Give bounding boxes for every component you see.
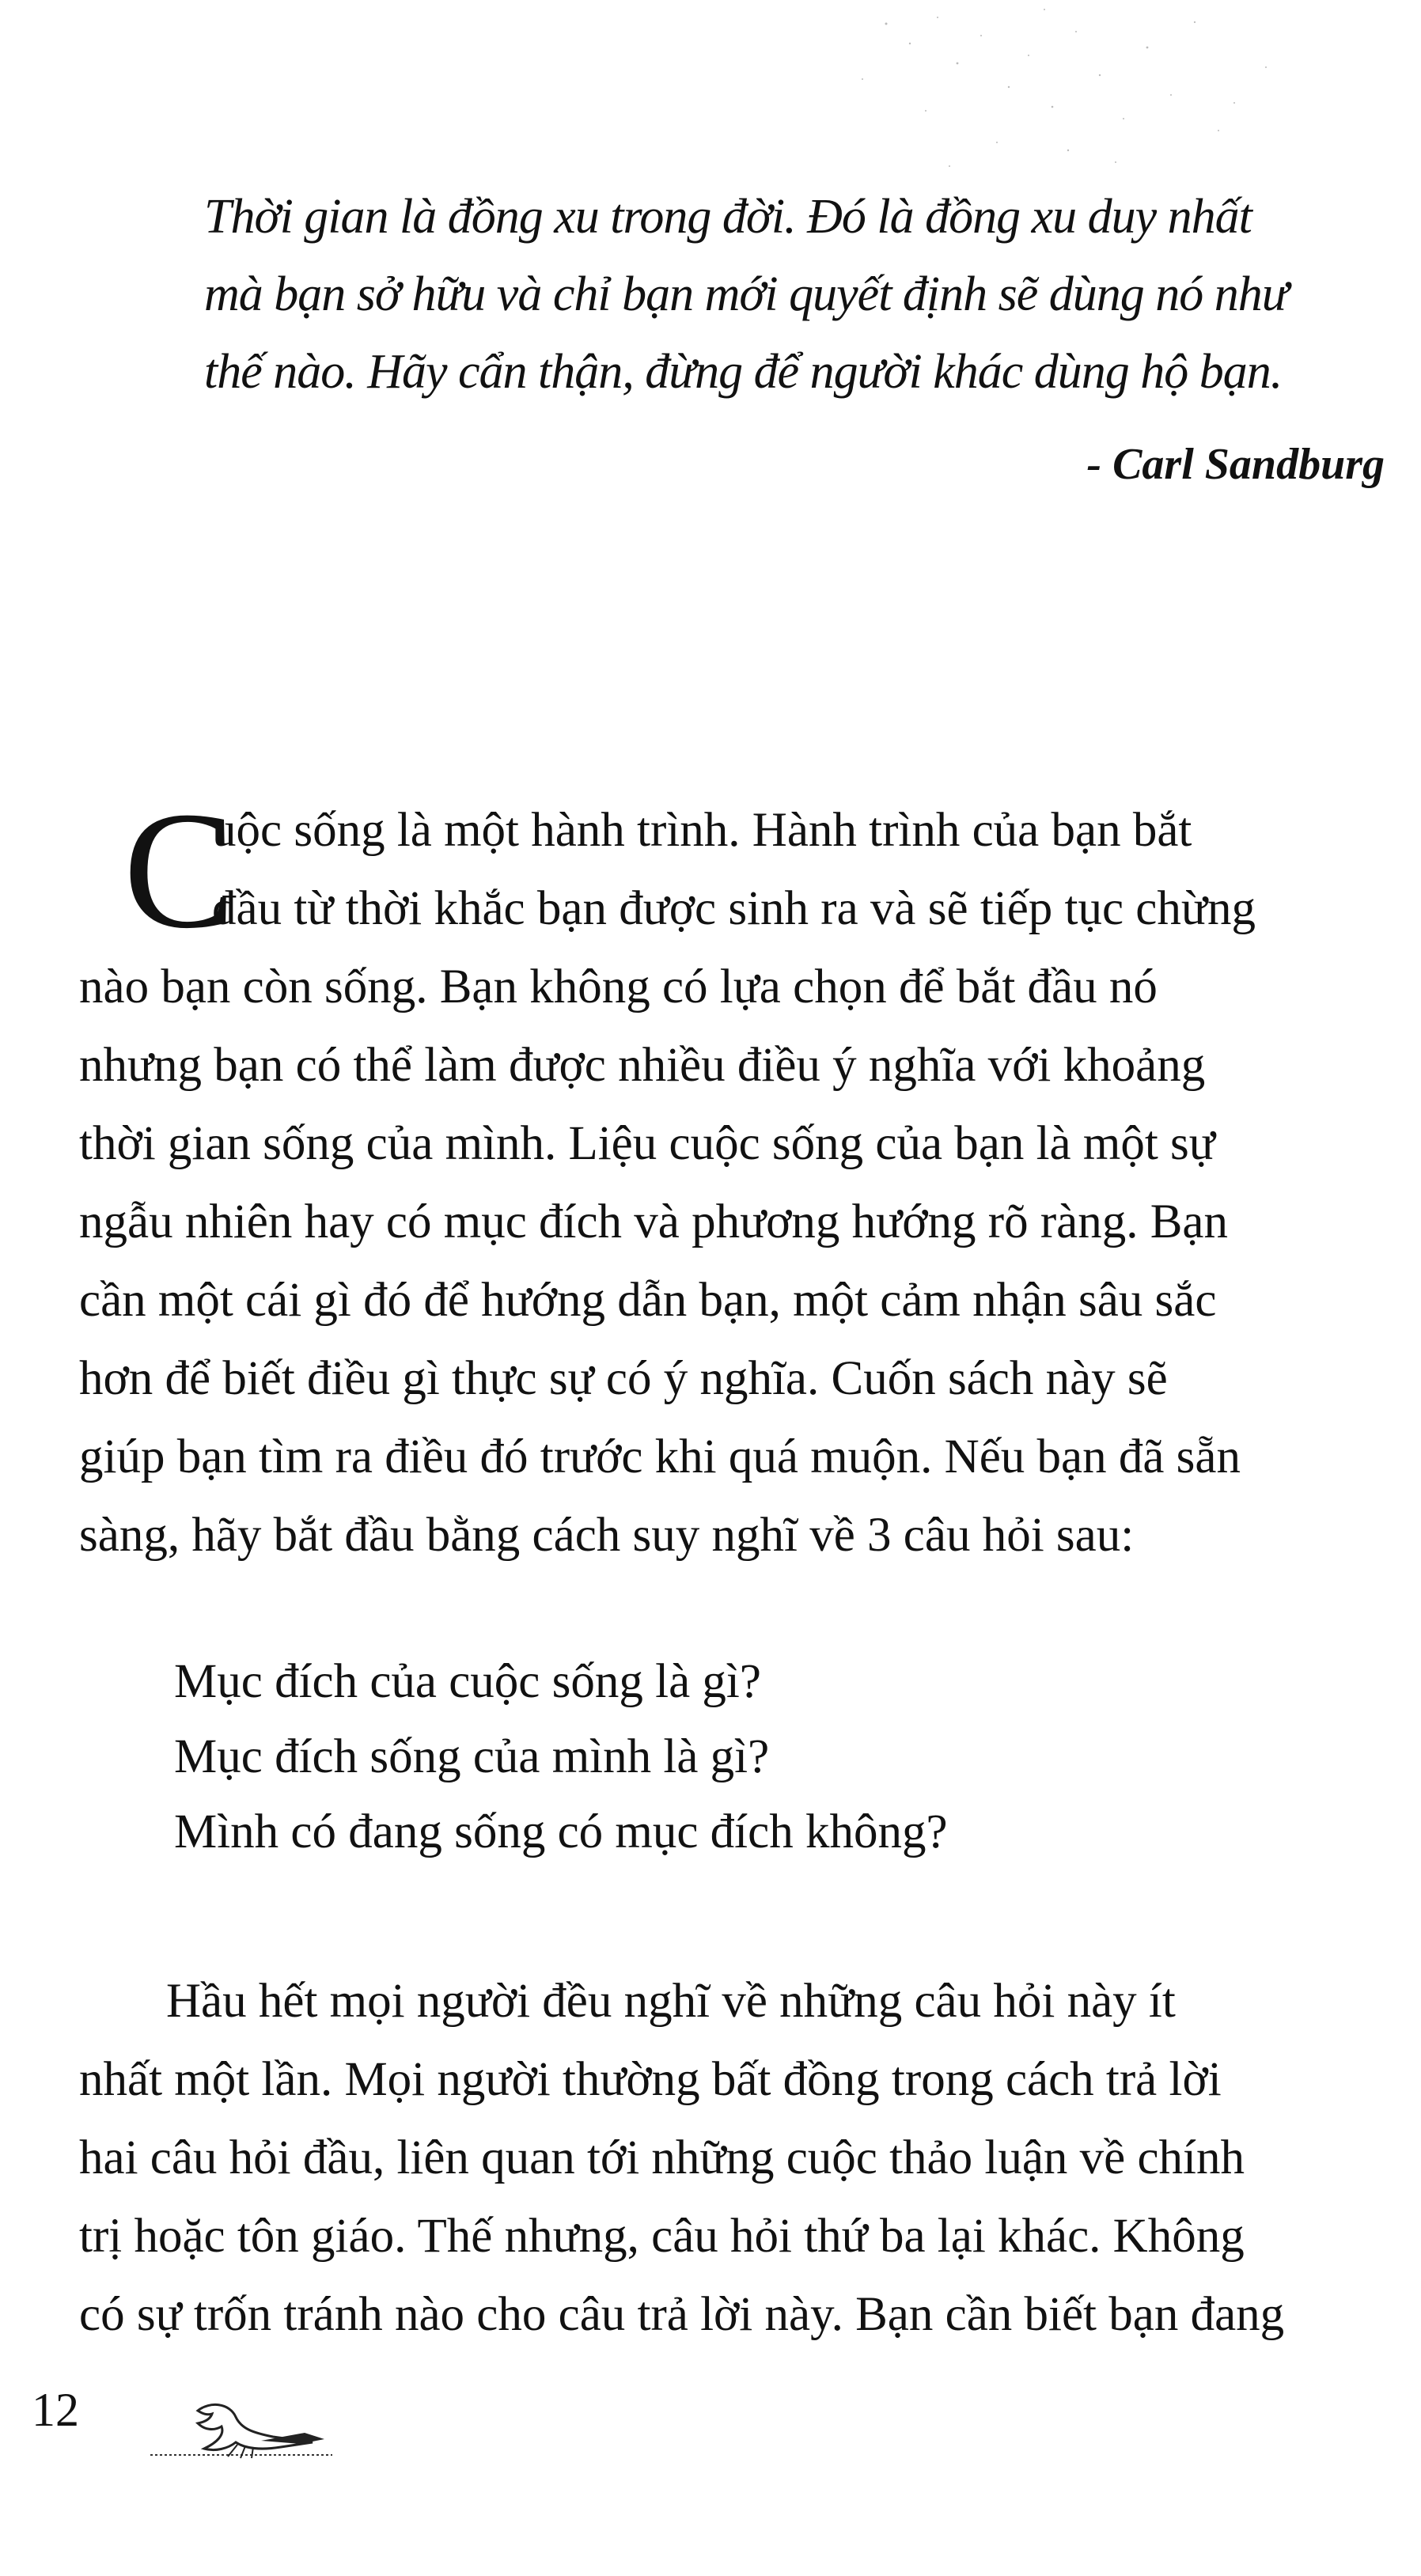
paragraph-line: nhưng bạn có thể làm được nhiều điều ý nghĩa với khoảng xyxy=(79,1039,1206,1092)
swallow-ornament-icon xyxy=(142,2393,340,2464)
scan-speckle xyxy=(0,0,1421,206)
question-item: Mục đích sống của mình là gì? xyxy=(174,1730,770,1783)
drop-cap: C xyxy=(123,777,236,963)
paragraph-line: có sự trốn tránh nào cho câu trả lời này. Bạn cần biết bạn đang xyxy=(79,2288,1285,2341)
page-number: 12 xyxy=(32,2384,79,2436)
paragraph-line: trị hoặc tôn giáo. Thế nhưng, câu hỏi thứ ba lại khác. Không xyxy=(79,2210,1245,2263)
paragraph-line: giúp bạn tìm ra điều đó trước khi quá muộn. Nếu bạn đã sẵn xyxy=(79,1430,1241,1483)
paragraph-line: ngẫu nhiên hay có mục đích và phương hướng rõ ràng. Bạn xyxy=(79,1195,1228,1248)
epigraph-quote xyxy=(204,178,1375,411)
paragraph-line: nào bạn còn sống. Bạn không có lựa chọn để bắt đầu nó xyxy=(79,960,1158,1013)
paragraph-line: uộc sống là một hành trình. Hành trình của bạn bắt xyxy=(212,804,1192,857)
paragraph-line: cần một cái gì đó để hướng dẫn bạn, một cảm nhận sâu sắc xyxy=(79,1274,1217,1327)
epigraph-line: Thời gian là đồng xu trong đời. Đó là đồng xu duy nhất xyxy=(204,190,1252,244)
paragraph-intro xyxy=(79,777,1385,1574)
epigraph-line: thế nào. Hãy cẩn thận, đừng để người khác dùng hộ bạn. xyxy=(204,345,1283,399)
epigraph-attribution: - Carl Sandburg xyxy=(1086,440,1385,489)
paragraph-line: đầu từ thời khắc bạn được sinh ra và sẽ tiếp tục chừng xyxy=(212,882,1256,935)
paragraph-line: sàng, hãy bắt đầu bằng cách suy nghĩ về 3 câu hỏi sau: xyxy=(79,1509,1135,1562)
question-list xyxy=(174,1644,948,1869)
paragraph-line: hơn để biết điều gì thực sự có ý nghĩa. Cuốn sách này sẽ xyxy=(79,1352,1168,1405)
paragraph-second xyxy=(79,1962,1385,2354)
epigraph-line: mà bạn sở hữu và chỉ bạn mới quyết định sẽ dùng nó như xyxy=(204,267,1288,321)
paragraph-line: Hầu hết mọi người đều nghĩ về những câu hỏi này ít xyxy=(166,1975,1176,2028)
question-item: Mình có đang sống có mục đích không? xyxy=(174,1805,948,1858)
paragraph-line: nhất một lần. Mọi người thường bất đồng trong cách trả lời xyxy=(79,2053,1222,2106)
paragraph-line: hai câu hỏi đầu, liên quan tới những cuộc thảo luận về chính xyxy=(79,2131,1245,2184)
question-item: Mục đích của cuộc sống là gì? xyxy=(174,1655,761,1708)
paragraph-line: thời gian sống của mình. Liệu cuộc sống của bạn là một sự xyxy=(79,1117,1215,1170)
